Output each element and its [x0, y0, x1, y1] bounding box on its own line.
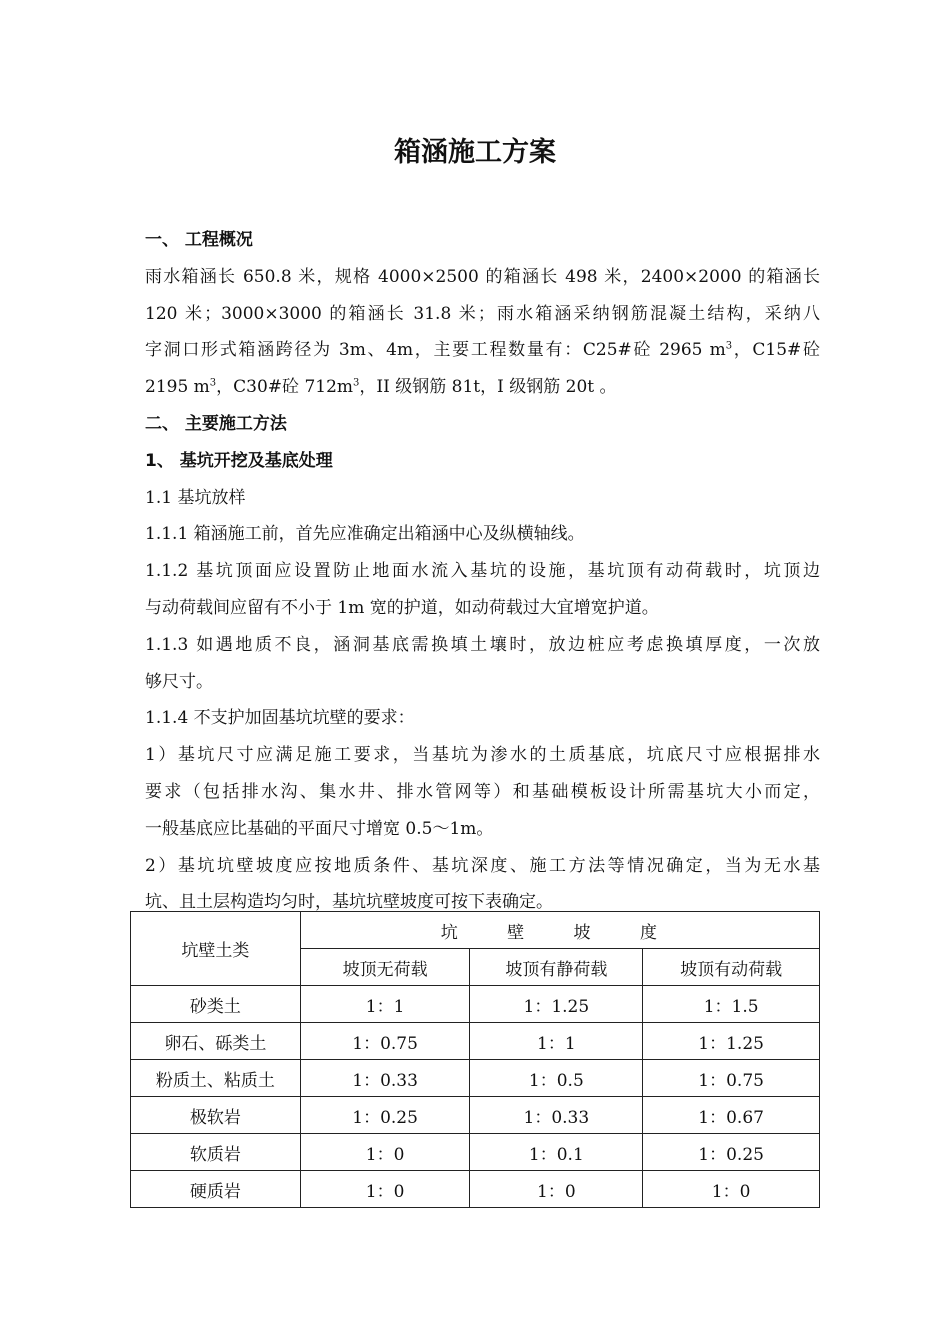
text-run: ，C30#砼 712m: [216, 377, 354, 398]
table-cell: 1：0: [300, 1134, 470, 1171]
table-group-header: 坑 壁 坡 度: [300, 912, 819, 949]
table-row: [131, 1134, 820, 1171]
page-title: 箱涵施工方案: [394, 137, 556, 168]
list-item-line: 一般基底应比基础的平面尺寸增宽 0.5～1m。: [145, 818, 494, 839]
list-item-line: 要求（包括排水沟、集水井、排水管网等）和基础模板设计所需基坑大小而定，: [145, 781, 820, 802]
table-cell: 卵石、砾类土: [131, 1023, 301, 1060]
subsection-heading: 1、 基坑开挖及基底处理: [145, 450, 333, 471]
list-item-line: 坑、且土层构造均匀时，基坑坑壁坡度可按下表确定。: [145, 892, 553, 913]
table-cell: 1：0.25: [643, 1134, 820, 1171]
table-cell: 1：0.33: [300, 1060, 470, 1097]
paragraph-line: 120 米；3000×3000 的箱涵长 31.8 米；雨水箱涵采纳钢筋混凝土结构，采纳八: [145, 303, 820, 324]
paragraph-line: 与动荷载间应留有不小于 1m 宽的护道，如动荷载过大宜增宽护道。: [145, 597, 659, 618]
table-cell: 1：0.5: [470, 1060, 643, 1097]
list-item-line: 2）基坑坑壁坡度应按地质条件、基坑深度、施工方法等情况确定，当为无水基: [145, 855, 820, 876]
table-header-cell: 坑壁土类: [131, 912, 301, 986]
paragraph-line: [145, 332, 820, 369]
paragraph-line: 1.1.3 如遇地质不良，涵洞基底需换填土壤时，放边桩应考虑换填厚度，一次放: [145, 634, 820, 655]
table-cell: 极软岩: [131, 1097, 301, 1134]
slope-table: [130, 911, 820, 1208]
table-cell: 1：1: [470, 1023, 643, 1060]
paragraph-line: 够尺寸。: [145, 671, 213, 692]
table-row: [131, 1171, 820, 1208]
table-cell: 1：0.33: [470, 1097, 643, 1134]
table-cell: 1：0.25: [300, 1097, 470, 1134]
paragraph-line: [145, 369, 820, 406]
table-row: [131, 986, 820, 1023]
text-run: ，C15#砼: [732, 340, 820, 361]
table-cell: 硬质岩: [131, 1171, 301, 1208]
table-row: [131, 1097, 820, 1134]
table-cell: 1：1.25: [643, 1023, 820, 1060]
paragraph-line: 雨水箱涵长 650.8 米，规格 4000×2500 的箱涵长 498 米，2400×2000 的箱涵长: [145, 266, 820, 287]
superscript: 3: [725, 340, 733, 352]
table-cell: 1：1: [300, 986, 470, 1023]
section-heading-methods: 二、 主要施工方法: [145, 413, 287, 434]
text-run: ，II 级钢筋 81t，I 级钢筋 20t 。: [359, 377, 617, 398]
paragraph-line: 1.1.4 不支护加固基坑坑壁的要求：: [145, 708, 415, 729]
table-cell: 软质岩: [131, 1134, 301, 1171]
table-cell: 1：0.75: [300, 1023, 470, 1060]
table-header-cell: 坡顶有动荷载: [643, 949, 820, 986]
table-cell: 1：0.1: [470, 1134, 643, 1171]
document-body: [145, 222, 820, 921]
table-cell: 1：0: [300, 1171, 470, 1208]
superscript: 3: [353, 377, 360, 389]
table-cell: 1：0.67: [643, 1097, 820, 1134]
table-cell: 1：0.75: [643, 1060, 820, 1097]
superscript: 3: [209, 377, 217, 389]
text-run: 2195 m: [145, 377, 210, 398]
text-run: 字洞口形式箱涵跨径为 3m、4m，主要工程数量有：C25#砼 2965 m: [145, 340, 726, 361]
paragraph-line: 1.1.2 基坑顶面应设置防止地面水流入基坑的设施，基坑顶有动荷载时，坑顶边: [145, 561, 820, 582]
paragraph-line: 1.1 基坑放样: [145, 487, 246, 508]
list-item-line: 1）基坑尺寸应满足施工要求，当基坑为渗水的土质基底，坑底尺寸应根据排水: [145, 745, 820, 766]
table-cell: 1：1.25: [470, 986, 643, 1023]
table-cell: 1：0: [643, 1171, 820, 1208]
table-cell: 1：1.5: [643, 986, 820, 1023]
table-cell: 粉质土、粘质土: [131, 1060, 301, 1097]
table-cell: 1：0: [470, 1171, 643, 1208]
table-row: [131, 1060, 820, 1097]
table-cell: 砂类土: [131, 986, 301, 1023]
table-header-row: [131, 912, 820, 949]
section-heading-overview: 一、 工程概况: [145, 230, 253, 250]
table-header-cell: 坡顶无荷载: [300, 949, 470, 986]
table-header-cell: 坡顶有静荷载: [470, 949, 643, 986]
table-row: [131, 1023, 820, 1060]
paragraph-line: 1.1.1 箱涵施工前，首先应准确定出箱涵中心及纵横轴线。: [145, 524, 585, 545]
